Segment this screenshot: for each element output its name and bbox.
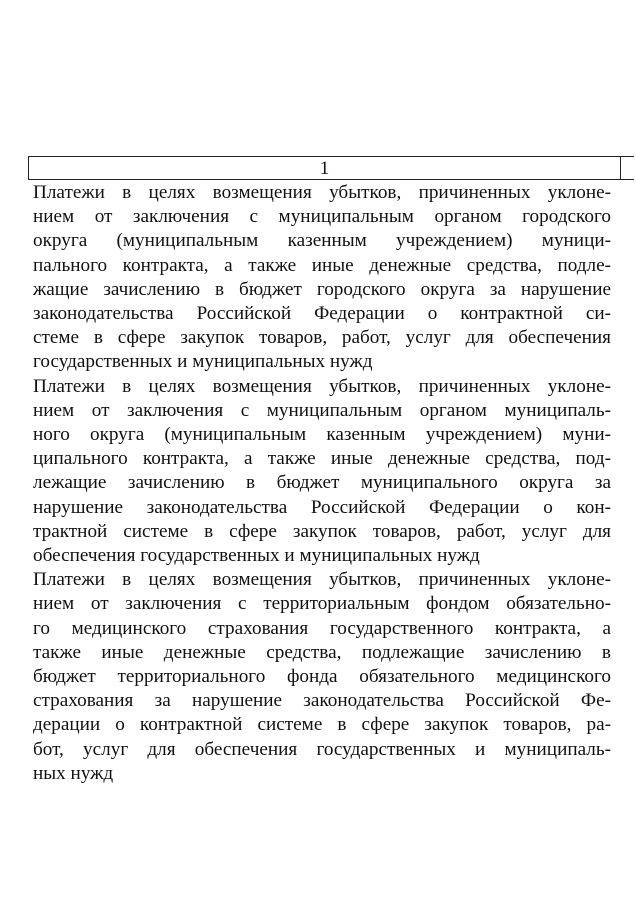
- table-cell-content: [33, 181, 611, 786]
- text-line: стеме в сфере закупок товаров, работ, услуг для обеспечения: [33, 327, 611, 349]
- text-line: страхования за нарушение законодательства Российской Фе-: [33, 690, 611, 712]
- text-line: обеспечения государственных и муниципальных нужд: [33, 545, 480, 567]
- text-line: также иные денежные средства, подлежащие зачислению в: [33, 641, 611, 663]
- text-line: ного округа (муниципальным казенным учреждением) муни-: [33, 424, 611, 446]
- text-line: трактной системе в сфере закупок товаров, работ, услуг для: [33, 520, 611, 542]
- text-line: нием от заключения с муниципальным органом муниципаль-: [33, 399, 611, 421]
- table-header-col-2: [621, 157, 635, 179]
- text-line: Платежи в целях возмещения убытков, причиненных уклоне-: [33, 569, 611, 591]
- paragraph-3: [33, 568, 611, 786]
- text-line: нием от заключения с муниципальным органом городского: [33, 206, 611, 228]
- text-line: бюджет территориального фонда обязательного медицинского: [33, 666, 611, 688]
- paragraph-2: [33, 375, 611, 569]
- text-line: ных нужд: [33, 762, 114, 784]
- text-line: ципального контракта, а также иные денежные средства, под-: [33, 448, 611, 470]
- text-line: нарушение законодательства Российской Федерации о кон-: [33, 496, 611, 518]
- text-line: жащие зачислению в бюджет городского округа за нарушение: [33, 278, 611, 300]
- text-line: нием от заключения с территориальным фондом обязательно-: [33, 593, 611, 615]
- text-line: пального контракта, а также иные денежные средства, подле-: [33, 254, 611, 276]
- text-line: дерации о контрактной системе в сфере закупок товаров, ра-: [33, 714, 611, 736]
- text-line: Платежи в целях возмещения убытков, причиненных уклоне-: [33, 375, 611, 397]
- text-line: бот, услуг для обеспечения государственных и муниципаль-: [33, 738, 611, 760]
- text-line: государственных и муниципальных нужд: [33, 351, 373, 373]
- text-line: Платежи в целях возмещения убытков, причиненных уклоне-: [33, 182, 611, 203]
- paragraph-1: [33, 181, 611, 375]
- text-line: го медицинского страхования государственного контракта, а: [33, 617, 611, 639]
- table-header-col-1: 1: [29, 157, 621, 179]
- text-line: округа (муниципальным казенным учреждением) муници-: [33, 230, 611, 252]
- table-header-row: [28, 156, 634, 180]
- text-line: лежащие зачислению в бюджет муниципального округа за: [33, 472, 611, 494]
- text-line: законодательства Российской Федерации о контрактной си-: [33, 303, 611, 325]
